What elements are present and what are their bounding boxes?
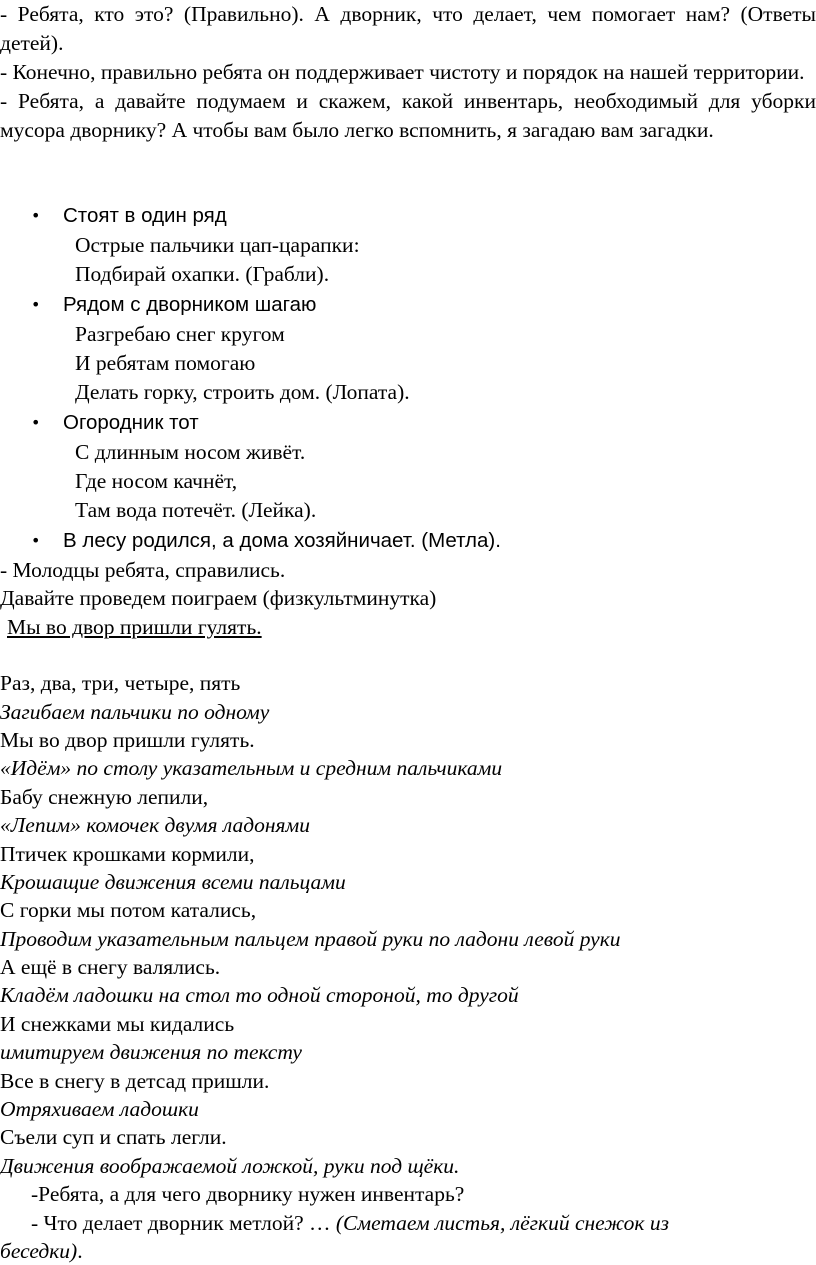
poem-instruction-2: «Идём» по столу указательным и средним пальчиками	[0, 756, 503, 781]
bullet-icon: •	[31, 295, 41, 314]
praise-line: - Молодцы ребята, справились.	[0, 558, 286, 582]
bullet-icon: •	[31, 413, 41, 432]
riddle-2	[0, 289, 816, 407]
closing-question-1: -Ребята, а для чего дворнику нужен инвентарь?	[31, 1182, 465, 1207]
riddle-1	[0, 200, 816, 289]
poem-line-9: Съели суп и спать легли.	[0, 1125, 227, 1150]
poem-instruction-3: «Лепим» комочек двумя ладонями	[0, 813, 310, 838]
poem-instruction-8: Отряхиваем ладошки	[0, 1097, 199, 1122]
poem-line-7: И снежками мы кидались	[0, 1011, 235, 1036]
poem-instruction-6: Кладём ладошки на стол то одной стороной, то другой	[0, 983, 519, 1008]
intro-section	[0, 0, 816, 145]
closing-answer-part-1: (Сметаем листья, лёгкий снежок из	[335, 1210, 669, 1235]
game-title: Мы во двор пришли гулять.	[7, 614, 262, 639]
riddle-1-line-1: Острые пальчики цап-царапки:	[75, 233, 360, 257]
riddle-3-head: Огородник тот	[63, 411, 199, 434]
blank-line	[0, 641, 816, 669]
closing-question-2-text: - Что делает дворник метлой? …	[31, 1210, 336, 1235]
poem-line-8: Все в снегу в детсад пришли.	[0, 1068, 270, 1093]
poem-line-4: Птичек крошками кормили,	[0, 841, 255, 866]
intro-paragraph-3: - Ребята, а давайте подумаем и скажем, какой инвентарь, необходимый для уборки мусора дворнику? А чтобы вам было легко вспомнить, я загадаю вам загадки.	[0, 89, 816, 142]
invite-line: Давайте проведем поиграем (физкультминутка)	[0, 586, 437, 611]
bullet-icon: •	[31, 531, 41, 550]
riddle-4-head: В лесу родился, а дома хозяйничает. (Метла).	[63, 529, 501, 552]
poem-instruction-4: Крошащие движения всеми пальцами	[0, 869, 346, 894]
closing-question-2	[0, 1209, 816, 1237]
riddle-3-line-3: Там вода потечёт. (Лейка).	[75, 498, 317, 522]
riddle-1-line-2: Подбирай охапки. (Грабли).	[75, 262, 330, 286]
riddle-2-line-2: И ребятам помогаю	[75, 351, 256, 375]
closing-answer-line-2	[0, 1237, 816, 1265]
riddle-3	[0, 407, 816, 525]
poem-instruction-1: Загибаем пальчики по одному	[0, 699, 270, 724]
intro-paragraph-1: - Ребята, кто это? (Правильно). А дворник, что делает, чем помогает нам? (Ответы детей).	[0, 2, 816, 55]
poem-line-6: А ещё в снегу валялись.	[0, 955, 221, 980]
game-section	[0, 556, 816, 1265]
poem-instruction-9: Движения воображаемой ложкой, руки под щёки.	[0, 1153, 460, 1178]
poem-line-5: С горки мы потом катались,	[0, 898, 257, 923]
riddle-4	[0, 525, 816, 556]
poem-line-1: Раз, два, три, четыре, пять	[0, 671, 241, 696]
poem-instruction-5: Проводим указательным пальцем правой руки по ладони левой руки	[0, 926, 621, 951]
riddle-1-head: Стоят в один ряд	[63, 204, 227, 227]
closing-answer-end: .	[77, 1238, 83, 1263]
riddle-2-line-1: Разгребаю снег кругом	[75, 322, 285, 346]
riddle-2-line-3: Делать горку, строить дом. (Лопата).	[75, 380, 410, 404]
intro-paragraph-2: - Конечно, правильно ребята он поддерживает чистоту и порядок на нашей территории.	[0, 60, 805, 84]
closing-answer-part-2: беседки)	[0, 1238, 78, 1263]
poem-line-2: Мы во двор пришли гулять.	[0, 727, 255, 752]
riddle-2-head: Рядом с дворником шагаю	[63, 293, 317, 316]
poem-instruction-7: имитируем движения по тексту	[0, 1040, 302, 1065]
poem-line-3: Бабу снежную лепили,	[0, 784, 209, 809]
bullet-icon: •	[31, 206, 41, 225]
riddles-list	[0, 200, 816, 556]
riddle-3-line-1: С длинным носом живёт.	[75, 440, 306, 464]
riddle-3-line-2: Где носом качнёт,	[75, 469, 238, 493]
